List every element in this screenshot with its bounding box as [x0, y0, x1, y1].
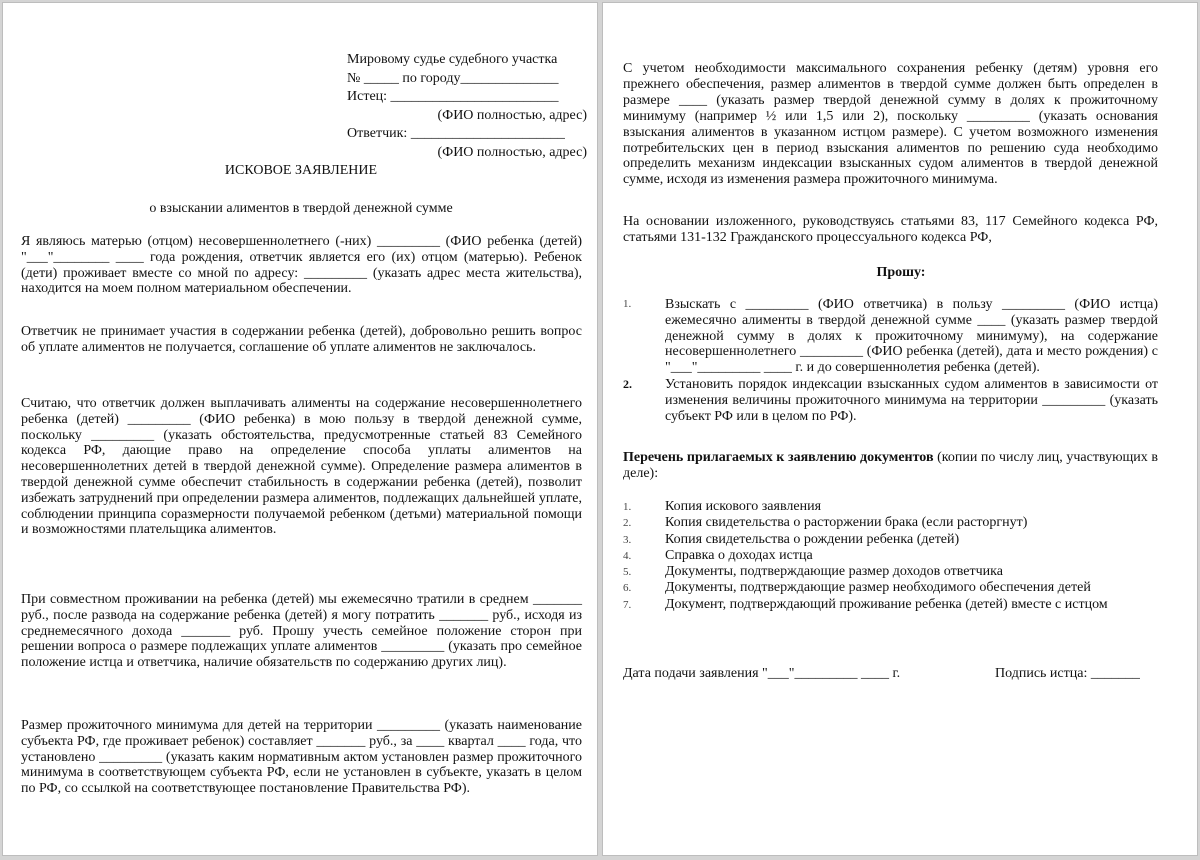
attachment-text: Копия свидетельства о рождении ребенка (детей)	[665, 531, 960, 547]
attachment-item	[623, 548, 1163, 564]
request-list	[623, 297, 1158, 425]
request-heading: Прошу:	[876, 265, 926, 280]
request-number: 2.	[623, 376, 632, 391]
attachment-number: 4.	[623, 549, 632, 562]
attachment-item	[623, 564, 1163, 580]
attachment-text: Документы, подтверждающие размер доходов ответчика	[665, 564, 1003, 580]
paragraph-7: На основании изложенного, руководствуясь статьями 83, 117 Семейного кодекса РФ, статьями 131-132 Гражданского процессуального кодекса РФ,	[623, 214, 1158, 245]
plaintiff-line: Истец: ________________________	[347, 89, 559, 104]
addressee-city: № _____ по городу______________	[347, 70, 559, 86]
page-right	[602, 2, 1198, 856]
paragraph-5: Размер прожиточного минимума для детей на территории _________ (указать наименование субъекта РФ, где проживает ребенок) составляет _______ руб., за ____ квартал ____ года, что установлено _________ (указать каким нормативным актом установлен размер прожиточного минимума в соответствующем субъекта РФ, если не установлен в субъекте, указать в целом по РФ, со ссылкой на соответствующее постановление Правительства РФ).	[21, 718, 582, 797]
document-subtitle: о взыскании алиментов в твердой денежной сумме	[149, 201, 453, 216]
plaintiff-signature: Подпись истца: _______	[995, 666, 1140, 681]
attachment-number: 3.	[623, 533, 632, 546]
attachment-number: 7.	[623, 598, 632, 611]
attachment-text: Документы, подтверждающие размер необходимого обеспечения детей	[665, 580, 1091, 596]
attachment-item	[623, 580, 1163, 596]
attachments-list	[623, 499, 1163, 613]
attachment-number: 1.	[623, 501, 632, 513]
addressee-court: Мировому судье судебного участка	[347, 52, 558, 67]
defendant-line: Ответчик: ______________________	[347, 126, 565, 141]
paragraph-2: Ответчик не принимает участия в содержании ребенка (детей), добровольно решить вопрос об уплате алиментов не получается, соглашение об уплате алиментов не заключалось.	[21, 324, 582, 355]
attachment-item	[623, 515, 1163, 531]
request-number: 1.	[623, 298, 632, 310]
paragraph-6: С учетом необходимости максимального сохранения ребенку (детям) уровня его прежнего обеспечения, размер алиментов в твердой сумме должен быть определен в размере ____ (указать размер твердой денежной сумму в долях к прожиточному минимуму (например ½ или 1,5 или 2), поскольку _________ (указать основания взыскания алиментов в указанном истцом размере). С учетом возможного изменения потребительских цен в период взыскания алиментов по решению суда необходимо определить механизм индексации взысканных судом алиментов в твердой денежной сумме, исходя из изменения размера прожиточного минимума.	[623, 61, 1158, 188]
attachments-intro	[623, 450, 1158, 482]
attachment-number: 5.	[623, 566, 632, 579]
defendant-hint: (ФИО полностью, адрес)	[437, 144, 587, 160]
request-item	[623, 377, 1158, 424]
plaintiff-hint: (ФИО полностью, адрес)	[437, 107, 587, 123]
attachments-heading: Перечень прилагаемых к заявлению документов	[623, 450, 934, 465]
addressee-block	[347, 51, 587, 162]
document-title: ИСКОВОЕ ЗАЯВЛЕНИЕ	[224, 163, 378, 178]
paragraph-4: При совместном проживании на ребенка (детей) мы ежемесячно тратили в среднем _______ руб., после развода на содержание ребенка (детей) я могу потратить _______ руб., исходя из среднемесячного дохода _______ руб. Прошу учесть семейное положение сторон при решении вопроса о размере подлежащих уплате алиментов _________ (указать про семейное положение истца и ответчика, наличие обязательств по содержанию других лиц).	[21, 592, 582, 671]
request-text: Установить порядок индексации взысканных судом алиментов в зависимости от изменения величины прожиточного минимума на территории _________ (указать субъект РФ или в целом по РФ).	[665, 376, 1158, 424]
attachment-item	[623, 499, 1163, 515]
attachment-text: Документ, подтверждающий проживание ребенка (детей) вместе с истцом	[665, 596, 1108, 612]
attachment-text: Копия свидетельства о расторжении брака (если расторгнут)	[665, 515, 1028, 531]
request-text: Взыскать с _________ (ФИО ответчика) в пользу _________ (ФИО истца) ежемесячно алименты в твердой денежной сумме ____ (указать размер твердой денежной сумму в долях к прожиточному минимуму), на содержание несовершеннолетнего _________ (ФИО ребенка (детей), дата и место рождения) с "___"_________ ____ г. и до совершеннолетия ребенка (детей).	[665, 297, 1158, 376]
filing-date: Дата подачи заявления "___"_________ ____ г.	[623, 666, 901, 681]
paragraph-3: Считаю, что ответчик должен выплачивать алименты на содержание несовершеннолетнего ребенка (детей) _________ (ФИО ребенка) в мою пользу в твердой денежной сумме, поскольку _________ (указать обстоятельства, предусмотренные статьей 83 Семейного кодекса РФ, дающие право на определение способа уплаты алиментов на несовершеннолетних детей в твердой денежной сумме). Определение размера алиментов в твердой денежной сумме обеспечит стабильность в содержании ребенка (детей), позволит избежать затруднений при определении размера алиментов, подлежащих дальнейшей уплате, соблюдении принципа соразмерности получаемой ребенком (детьми) материальной помощи и возможностями плательщика алиментов.	[21, 396, 582, 538]
paragraph-1: Я являюсь матерью (отцом) несовершеннолетнего (-них) _________ (ФИО ребенка (детей) "___"________ ____ года рождения, ответчик является его (их) отцом (матерью). Ребенок (дети) проживает вместе со мной по адресу: _________ (указать адрес места жительства), находится на моем полном материальном обеспечении.	[21, 234, 582, 297]
request-item	[623, 297, 1158, 376]
attachment-text: Копия искового заявления	[665, 499, 822, 514]
attachment-number: 6.	[623, 582, 632, 595]
attachment-text: Справка о доходах истца	[665, 547, 813, 563]
page-left	[2, 2, 598, 856]
attachment-item	[623, 532, 1163, 548]
attachments-note: (копии по числу лиц, участвующих в деле):	[623, 450, 1158, 481]
attachment-item	[623, 597, 1163, 613]
attachment-number: 2.	[623, 517, 632, 530]
